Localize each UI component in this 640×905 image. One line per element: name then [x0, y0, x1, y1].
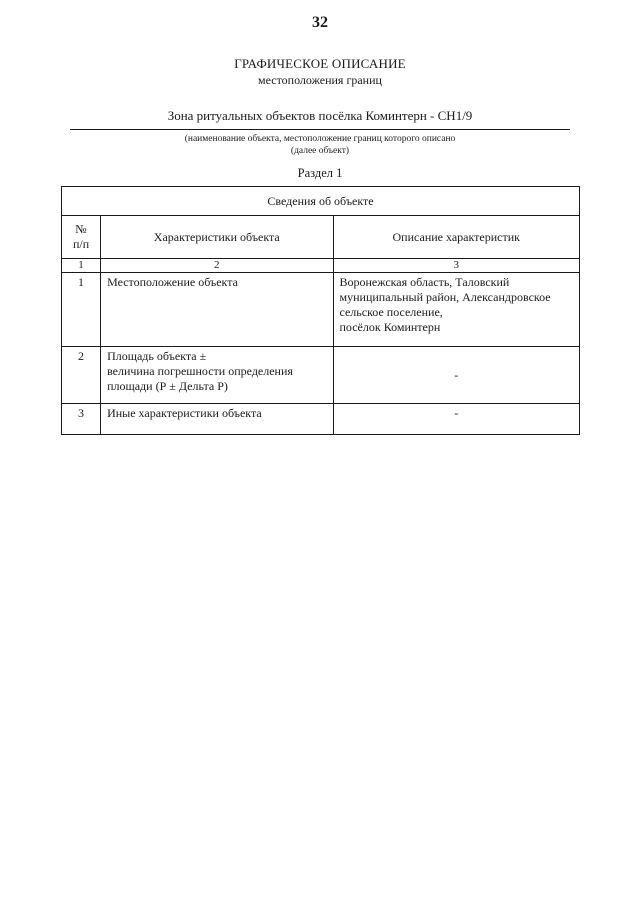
object-name-underline [70, 129, 570, 130]
section-label: Раздел 1 [297, 166, 343, 180]
cell-line: площади (Р ± Дельта Р) [107, 379, 228, 393]
page-number: 32 [312, 14, 328, 31]
document-subtitle: местоположения границ [258, 73, 382, 87]
row-description: - [333, 347, 580, 404]
row-characteristic [101, 273, 333, 347]
header-number-line: № [75, 222, 87, 236]
object-name: Зона ритуальных объектов посёлка Коминтерн - СН1/9 [167, 108, 473, 123]
column-index: 1 [62, 259, 101, 273]
row-characteristic [101, 404, 333, 435]
object-name-note [0, 133, 640, 157]
column-index-row [62, 259, 580, 273]
table-caption: Сведения об объекте [62, 187, 580, 216]
row-characteristic [101, 347, 333, 404]
cell-line: сельское поселение, [339, 305, 443, 319]
cell-line: посёлок Коминтерн [339, 320, 441, 334]
header-number-line: п/п [72, 237, 90, 251]
table-row [62, 347, 580, 404]
cell-line: Местоположение объекта [107, 275, 238, 289]
cell-line: величина погрешности определения [107, 364, 293, 378]
cell-line: Воронежская область, Таловский [339, 275, 510, 289]
object-name-note-line: (далее объект) [290, 146, 350, 156]
column-index: 3 [333, 259, 580, 273]
header-description: Описание характеристик [333, 216, 580, 259]
row-description: - [333, 404, 580, 435]
table-row [62, 404, 580, 435]
row-number: 1 [62, 273, 101, 347]
cell-line: муниципальный район, Александровское [339, 290, 551, 304]
object-info-table [61, 186, 580, 435]
row-description [333, 273, 580, 347]
object-name-note-line: (наименование объекта, местоположение границ которого описано [184, 134, 456, 144]
header-characteristics: Характеристики объекта [101, 216, 333, 259]
column-index: 2 [101, 259, 333, 273]
cell-line: Иные характеристики объекта [107, 406, 262, 420]
header-number [62, 216, 101, 259]
row-number: 3 [62, 404, 101, 435]
document-title: ГРАФИЧЕСКОЕ ОПИСАНИЕ [234, 56, 406, 71]
cell-line: Площадь объекта ± [107, 349, 207, 363]
row-number: 2 [62, 347, 101, 404]
table-row [62, 273, 580, 347]
